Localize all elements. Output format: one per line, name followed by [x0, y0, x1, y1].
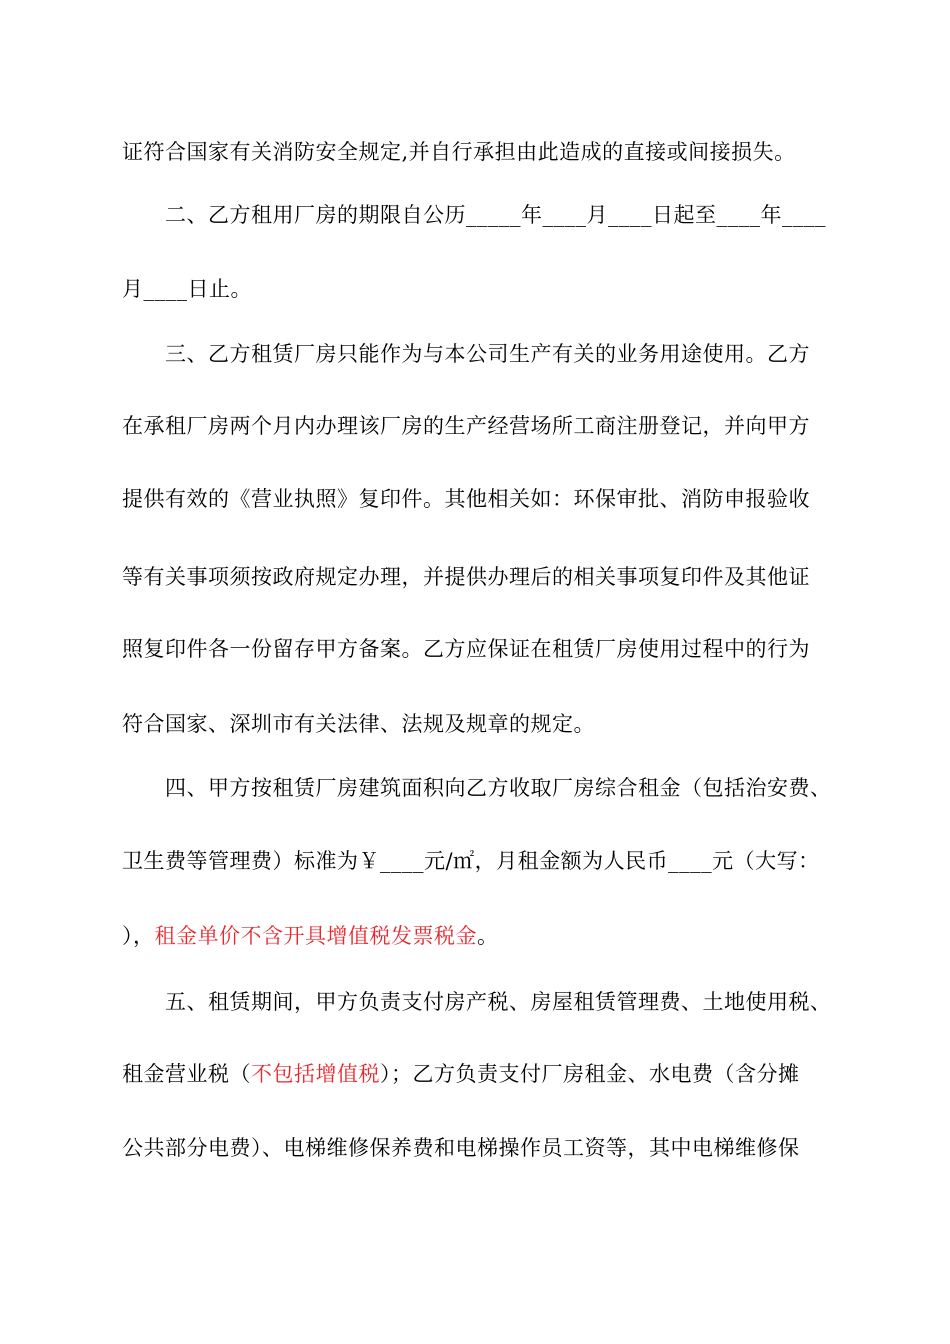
- text-segment: ），: [122, 924, 155, 948]
- red-highlight-text: 不包括增值税: [251, 1062, 380, 1086]
- clause-five-line: 五、租赁期间，甲方负责支付房产税、房屋租赁管理费、土地使用税、: [165, 990, 832, 1014]
- text-segment: 。: [477, 924, 499, 948]
- red-highlight-text: 租金单价不含开具增值税发票税金: [154, 924, 477, 948]
- text-line: 月____日止。: [122, 277, 252, 301]
- text-line: 符合国家、深圳市有关法律、法规及规章的规定。: [122, 712, 595, 736]
- text-line: 等有关事项须按政府规定办理，并提供办理后的相关事项复印件及其他证: [122, 565, 810, 589]
- text-segment: ）；乙方负责支付厂房租金、水电费（含分摊: [380, 1062, 800, 1086]
- clause-two-line: 二、乙方租用厂房的期限自公历_____年____月____日起至____年____: [165, 203, 826, 227]
- text-line: 提供有效的《营业执照》复印件。其他相关如：环保审批、消防申报验收: [122, 487, 810, 511]
- text-line: 卫生费等管理费）标准为￥____元/㎡，月租金额为人民币____元（大写：: [122, 849, 820, 873]
- text-line: 公共部分电费）、电梯维修保养费和电梯操作员工资等，其中电梯维修保: [122, 1136, 800, 1160]
- clause-three-line: 三、乙方租赁厂房只能作为与本公司生产有关的业务用途使用。乙方: [165, 342, 810, 366]
- text-line: 照复印件各一份留存甲方备案。乙方应保证在租赁厂房使用过程中的行为: [122, 637, 810, 661]
- text-line-with-red: [122, 921, 862, 951]
- text-segment: 租金营业税（: [122, 1062, 251, 1086]
- text-line: 证符合国家有关消防安全规定,并自行承担由此造成的直接或间接损失。: [122, 140, 796, 164]
- text-line: 在承租厂房两个月内办理该厂房的生产经营场所工商注册登记，并向甲方: [122, 414, 810, 438]
- clause-four-line: 四、甲方按租赁厂房建筑面积向乙方收取厂房综合租金（包括治安费、: [165, 776, 832, 800]
- text-line-with-red: [122, 1059, 862, 1089]
